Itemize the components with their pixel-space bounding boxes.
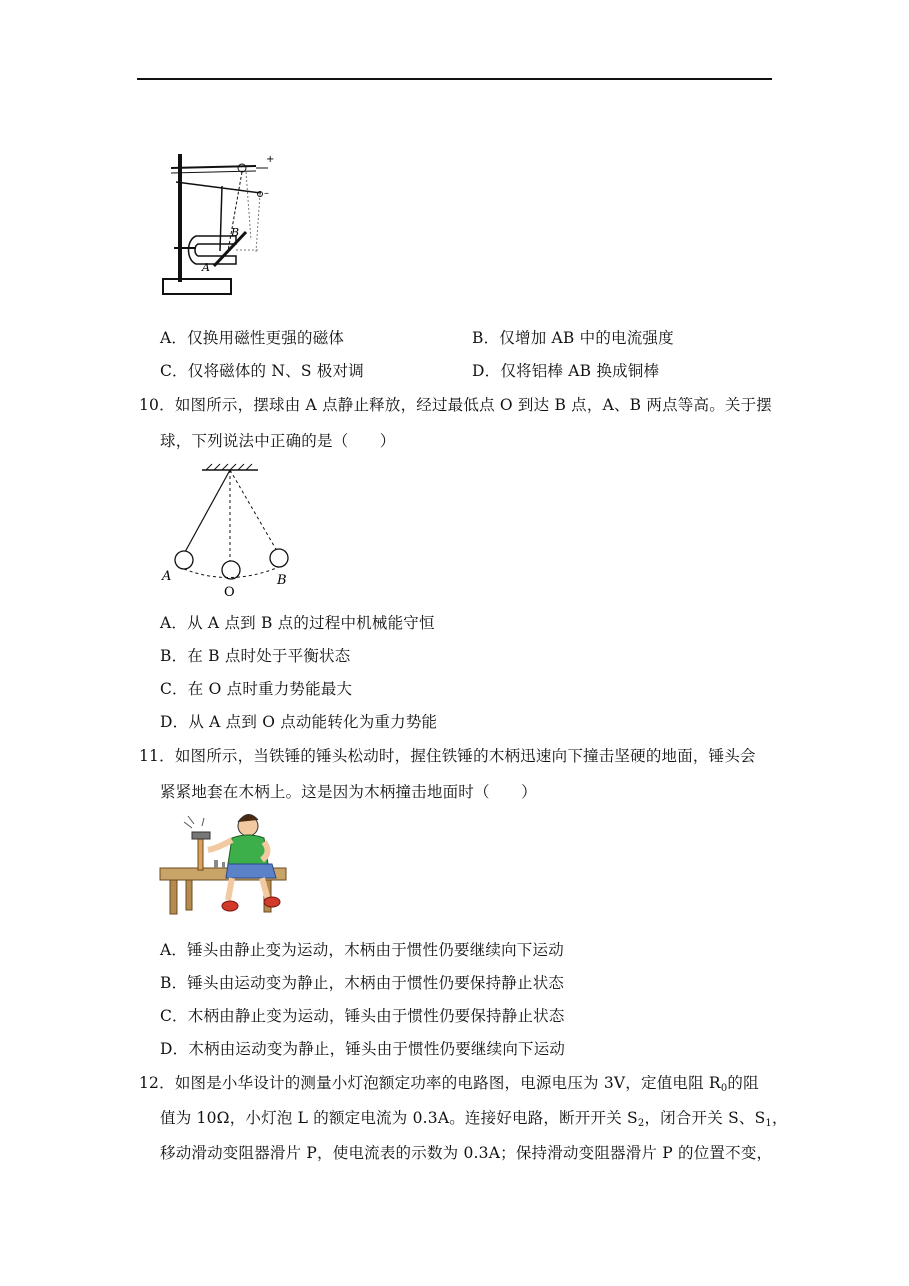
q11-option-a: A．锤头由静止变为运动，木柄由于惯性仍要继续向下运动 (160, 941, 564, 959)
q12-line1-text-a: 12．如图是小华设计的测量小灯泡额定功率的电路图，电源电压为 3V，定值电阻 R (139, 1074, 721, 1092)
q12-line2-text-c: ， (771, 1109, 788, 1127)
q12-stem-line2 (160, 1108, 788, 1134)
q12-line1-sub: 0 (720, 1083, 728, 1094)
q9-figure-label-plus: + (266, 154, 275, 165)
q12-stem-line3: 移动滑动变阻器滑片 P，使电流表的示数为 0.3A；保持滑动变阻器滑片 P 的位置不变， (160, 1144, 773, 1162)
q10-pendulum-figure (158, 462, 298, 602)
q10-figure-label-a: A (162, 569, 172, 584)
q11-stem-line1: 11．如图所示，当铁锤的锤头松动时，握住铁锤的木柄迅速向下撞击坚硬的地面，锤头会 (139, 747, 756, 765)
q9-option-a: A．仅换用磁性更强的磁体 (160, 329, 345, 347)
q12-line2-text-b: ，闭合开关 S、S (644, 1109, 766, 1127)
header-rule (137, 78, 772, 80)
q9-option-d: D．仅将铝棒 AB 换成铜棒 (472, 362, 660, 380)
q9-figure-label-b: B (231, 226, 240, 239)
q11-stem-line2: 紧紧地套在木柄上。这是因为木柄撞击地面时（ ） (160, 783, 537, 801)
q10-stem-line2: 球，下列说法中正确的是（ ） (160, 432, 396, 450)
q11-option-d: D．木柄由运动变为静止，锤头由于惯性仍要继续向下运动 (160, 1040, 566, 1058)
q10-option-d: D．从 A 点到 O 点动能转化为重力势能 (160, 713, 438, 731)
q9-option-c: C．仅将磁体的 N、S 极对调 (160, 362, 364, 380)
q12-line2-sub2: 1 (765, 1118, 772, 1129)
q9-apparatus-figure (156, 148, 276, 300)
q9-figure-label-a: A (202, 261, 210, 274)
q12-line2-sub1: 2 (637, 1118, 645, 1129)
q11-option-b: B．锤头由运动变为静止，木柄由于惯性仍要保持静止状态 (160, 974, 565, 992)
q10-option-b: B．在 B 点时处于平衡状态 (160, 647, 351, 665)
q12-line2-text-a: 值为 10Ω，小灯泡 L 的额定电流为 0.3A。连接好电路，断开开关 S (160, 1109, 638, 1127)
q12-stem-line1 (139, 1073, 759, 1099)
q9-option-b: B．仅增加 AB 中的电流强度 (472, 329, 674, 347)
q10-option-a: A．从 A 点到 B 点的过程中机械能守恒 (160, 614, 435, 632)
q9-figure-label-minus: – (264, 188, 269, 199)
q10-option-c: C．在 O 点时重力势能最大 (160, 680, 353, 698)
q10-stem-line1: 10．如图所示，摆球由 A 点静止释放，经过最低点 O 到达 B 点，A、B 两点等高。关于摆 (139, 396, 772, 414)
q10-figure-label-b: B (277, 573, 287, 588)
q11-option-c: C．木柄由静止变为运动，锤头由于惯性仍要保持静止状态 (160, 1007, 565, 1025)
q12-line1-text-b: 的阻 (727, 1074, 759, 1092)
q11-hammer-figure (158, 814, 292, 918)
q10-figure-label-o: O (224, 585, 235, 600)
